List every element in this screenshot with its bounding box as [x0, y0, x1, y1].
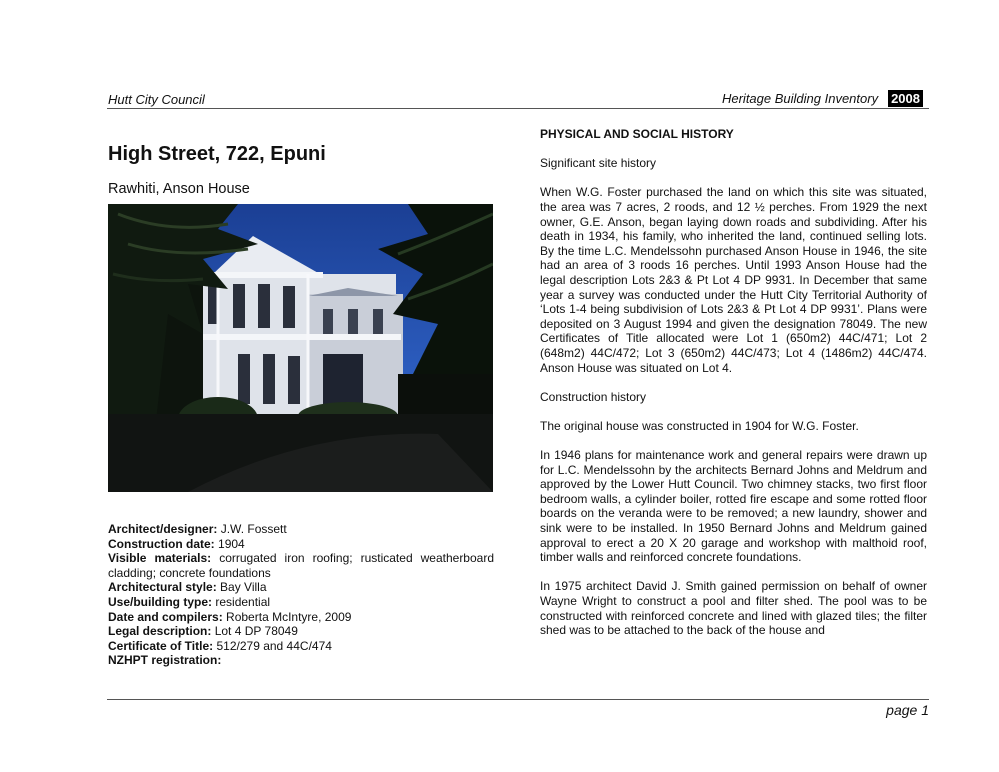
- history-paragraph-1975: In 1975 architect David J. Smith gained permission on behalf of owner Wayne Wright to construct a pool and filter shed. The pool was to be constructed with reinforced concrete and lined with glazed tiles; the filter shed was to be attached to the back of the house and: [540, 579, 927, 638]
- page-subtitle: Rawhiti, Anson House: [108, 181, 250, 197]
- detail-architect: [108, 522, 494, 537]
- history-subheading-construction: Construction history: [540, 389, 647, 404]
- detail-visible-materials: [108, 551, 494, 580]
- page-title: High Street, 722, Epuni: [108, 143, 326, 165]
- detail-value: J.W. Fossett: [220, 522, 287, 536]
- history-paragraph-1946: In 1946 plans for maintenance work and general repairs were drawn up for L.C. Mendelssohn by the architects Bernard Johns and Meldrum and approved by the Lower Hutt Council. Two chimney stacks, two first floor bedroom walls, a cylinder boiler, rotted fire escape and some rotted floor boards on the veranda were to be removed; a new laundry, shower and sink were to be installed. In 1950 Bernard Johns and Meldrum gained approval to erect a 20 X 20 garage and workshop with malthoid roof, timber walls and reinforced concrete foundations.: [540, 448, 927, 565]
- detail-label: Architect/designer:: [108, 522, 218, 536]
- history-subheading-site: Significant site history: [540, 156, 657, 171]
- header-council-name: Hutt City Council: [108, 92, 205, 107]
- detail-value: 1904: [218, 536, 245, 551]
- history-paragraph-original: The original house was constructed in 1904 for W.G. Foster.: [540, 418, 859, 433]
- history-paragraph-site: When W.G. Foster purchased the land on which this site was situated, the area was 7 acres, 2 roods, and 12 ½ perches. From 1929 the next owner, G.E. Anson, began laying down roads and subdividing. After his death in 1934, his family, who inherited the land, continued selling lots. By the time L.C. Mendelssohn purchased Anson House in 1946, the site had an area of 3 roods 16 perches. Until 1993 Anson House had the legal description Lots 2&3 & Pt Lot 4 DP 9931. In December that same year a survey was conducted under the Hutt City Territorial Authority of ‘Lots 1-4 being subdivision of Lots 2&3 & Pt Lot 4 DP 9931’. Plans were deposited on 3 August 1994 and given the designation 78049. The new Certificates of Title allocated were Lot 1 (650m2) 44C/471; Lot 2 (648m2) 44C/472; Lot 3 (650m2) 44C/473; Lot 4 (1486m2) 44C/474. Anson House was situated on Lot 4.: [540, 185, 927, 375]
- header-rule: [107, 108, 929, 109]
- header-inventory-title: Heritage Building Inventory: [721, 91, 879, 106]
- history-heading: PHYSICAL AND SOCIAL HISTORY: [540, 127, 734, 141]
- detail-label: NZHPT registration:: [108, 653, 222, 668]
- detail-label: Date and compilers:: [108, 609, 223, 624]
- detail-value: Lot 4 DP 78049: [214, 624, 298, 639]
- detail-value: residential: [215, 594, 271, 609]
- page-number: page 1: [886, 702, 929, 718]
- detail-certificate-of-title: [108, 639, 494, 654]
- detail-value: Bay Villa: [220, 580, 267, 595]
- detail-label: Architectural style:: [108, 580, 217, 595]
- detail-value: corrugated iron roofing; rusticated weatherboard cladding; concrete foundations: [108, 551, 495, 580]
- detail-label: Visible materials:: [108, 551, 212, 566]
- detail-architectural-style: [108, 580, 494, 595]
- detail-construction-date: [108, 537, 494, 552]
- header-year-badge: 2008: [888, 90, 923, 107]
- house-photo: [108, 204, 493, 492]
- detail-date-compilers: [108, 610, 494, 625]
- building-details: [108, 522, 494, 668]
- detail-label: Use/building type:: [108, 594, 213, 609]
- header-inventory: [722, 90, 923, 107]
- detail-nzhpt-registration: [108, 653, 494, 668]
- history-section: [540, 127, 927, 652]
- detail-legal-description: [108, 624, 494, 639]
- detail-label: Construction date:: [108, 536, 215, 551]
- detail-value: 512/279 and 44C/474: [216, 638, 332, 653]
- footer-rule: [107, 699, 929, 700]
- detail-use-type: [108, 595, 494, 610]
- detail-label: Certificate of Title:: [108, 638, 214, 653]
- detail-value: Roberta McIntyre, 2009: [226, 609, 352, 624]
- detail-label: Legal description:: [108, 624, 212, 639]
